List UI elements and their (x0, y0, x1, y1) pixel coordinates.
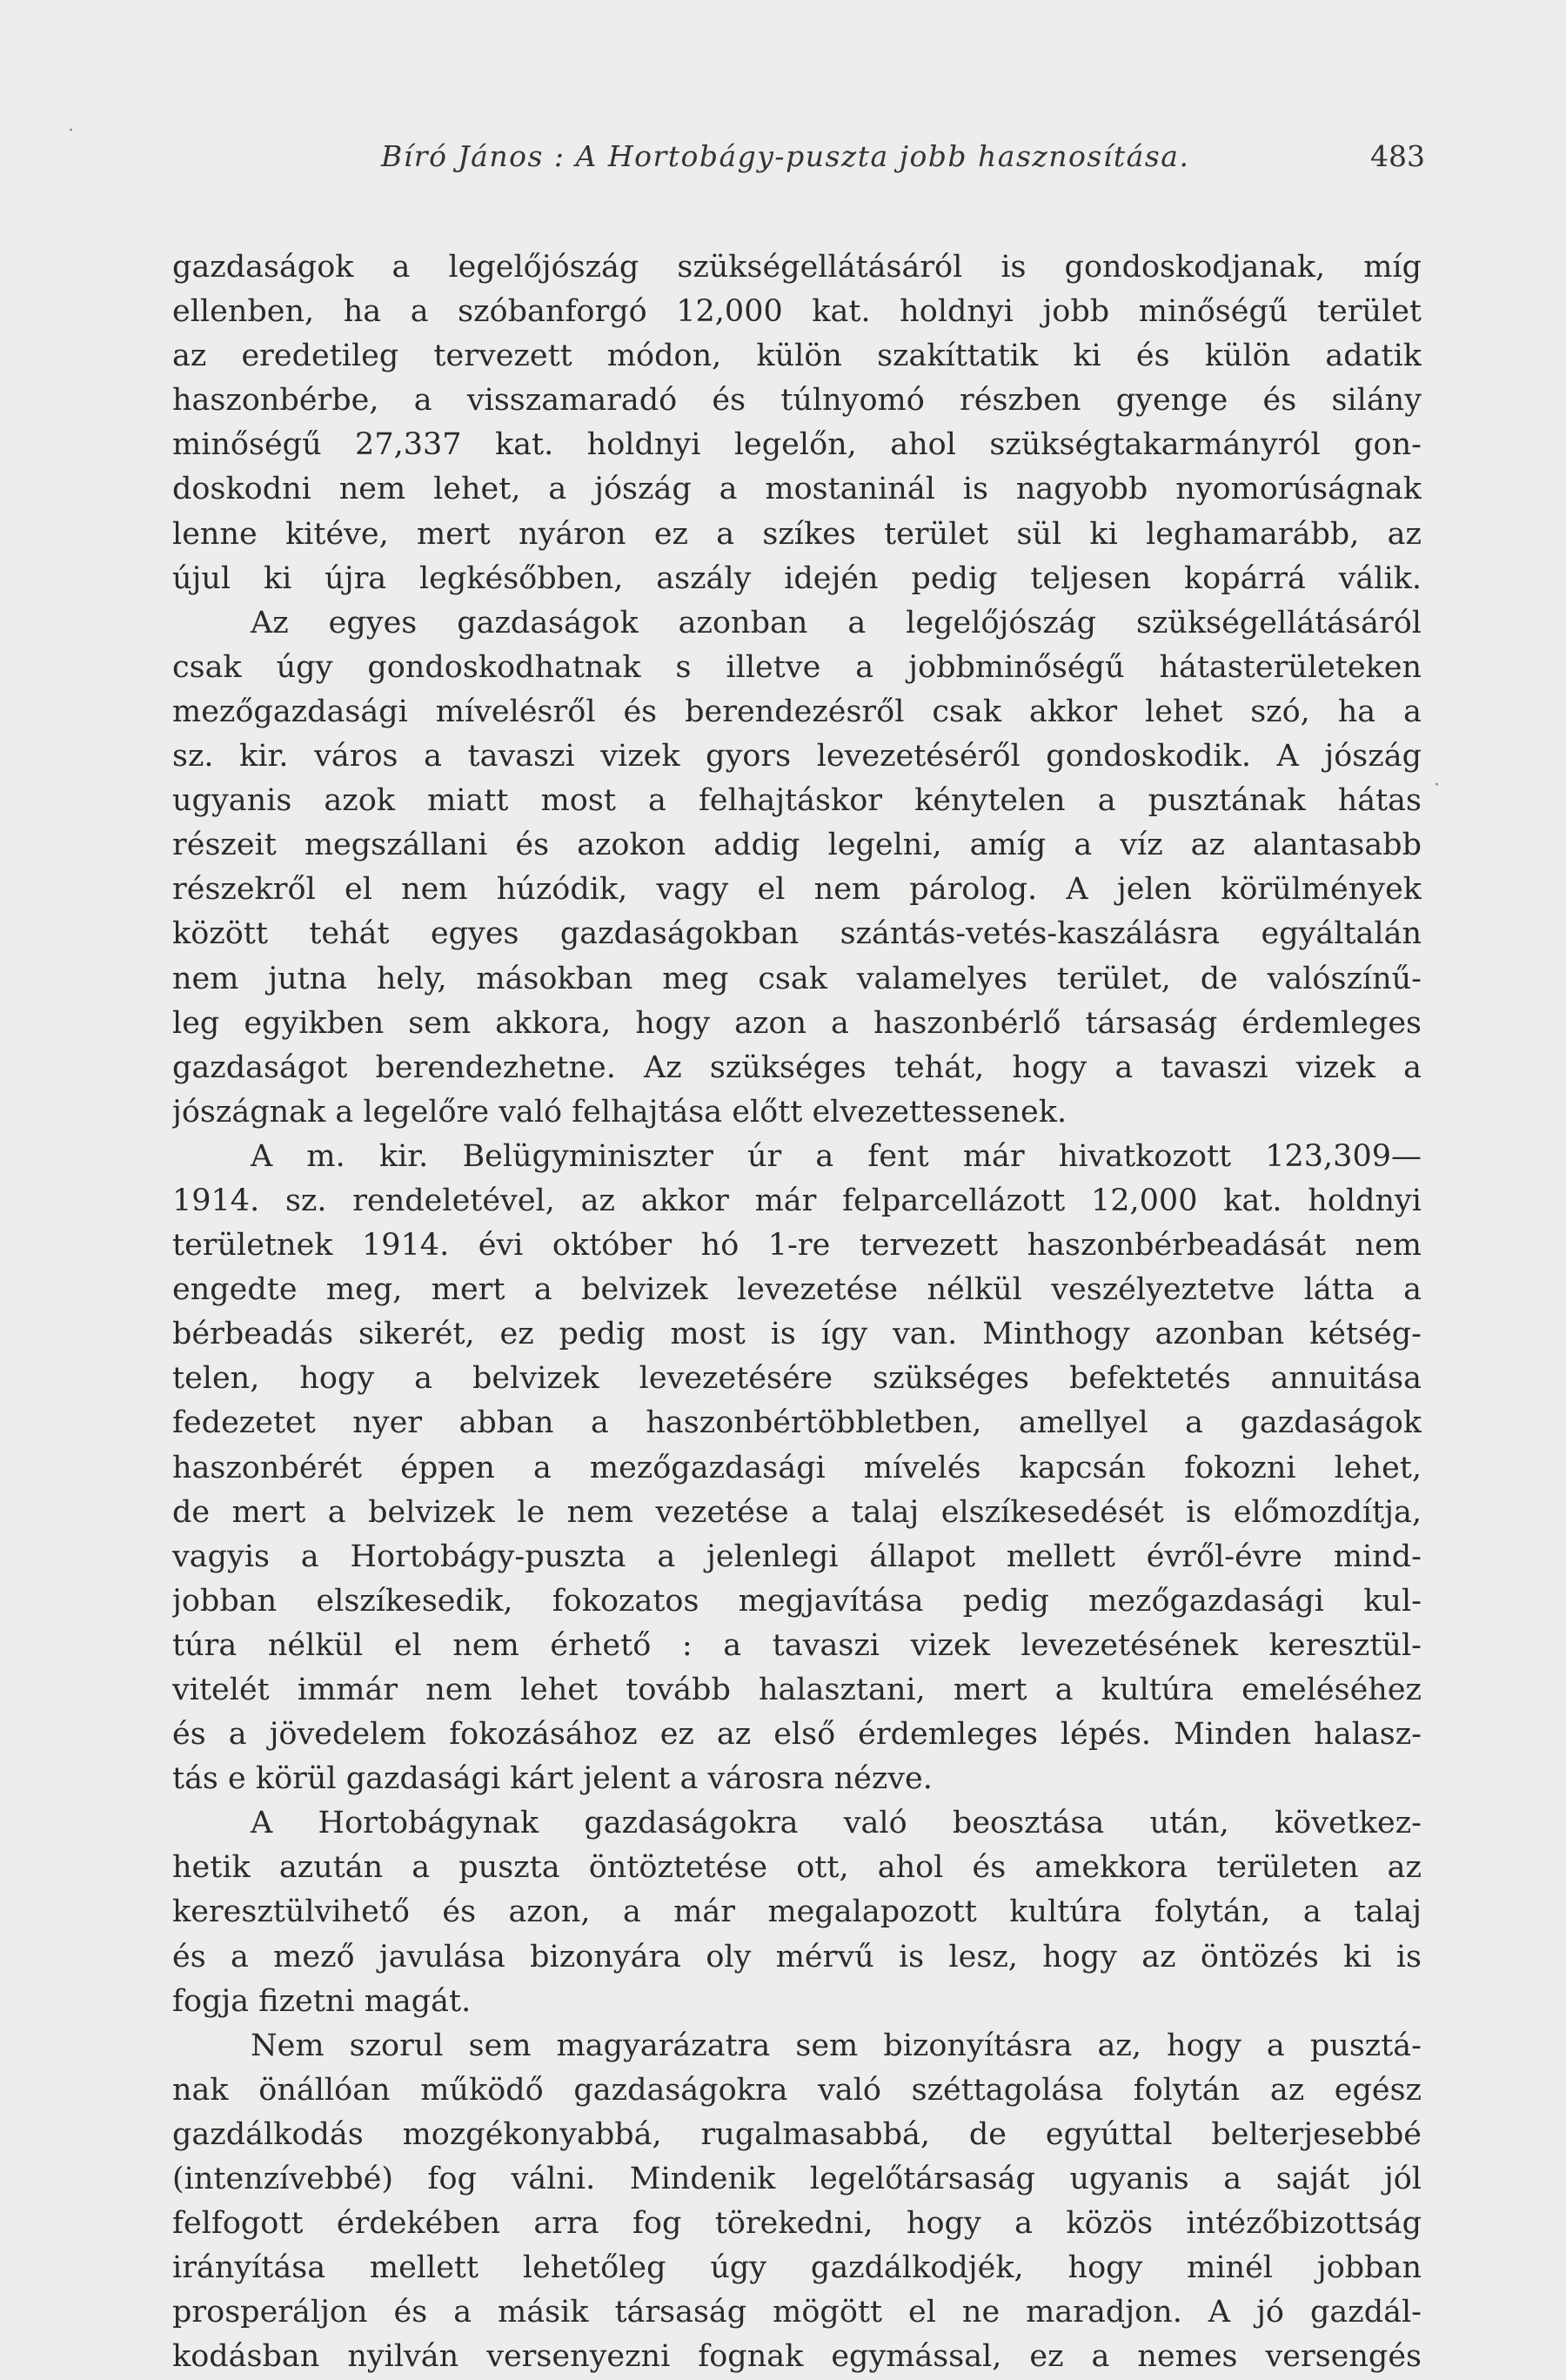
page-header (172, 132, 1425, 184)
text-line: részeit megszállani és azokon addig legelni, amíg a víz az alantasabb (172, 828, 1422, 863)
text-line: doskodni nem lehet, a jószág a mostaninál is nagyobb nyomorúságnak (172, 472, 1422, 507)
text-line: A Hortobágynak gazdaságokra való beosztása után, következ- (251, 1806, 1422, 1841)
text-line: ellenben, ha a szóbanforgó 12,000 kat. holdnyi jobb minőségű terület (172, 294, 1422, 330)
text-line: és a jövedelem fokozásához ez az első érdemleges lépés. Minden halasz- (172, 1717, 1422, 1753)
text-line: mezőgazdasági mívelésről és berendezésről csak akkor lehet szó, ha a (172, 694, 1422, 729)
text-line: fogja fizetni magát. (172, 1983, 472, 2019)
text-line: túra nélkül el nem érhető : a tavaszi vizek levezetésének keresztül- (172, 1627, 1422, 1663)
text-line: minőségű 27,337 kat. holdnyi legelőn, ahol szükségtakarmányról gon- (172, 427, 1422, 463)
text-line: jószágnak a legelőre való felhajtása előtt elvezettessenek. (172, 1094, 1067, 1130)
page-number: 483 (1370, 139, 1425, 173)
text-line: nem jutna hely, másokban meg csak valamelyes terület, de valószínű- (172, 961, 1422, 996)
text-line: (intenzívebbé) fog válni. Mindenik legelőtársaság ugyanis a saját jól (172, 2162, 1422, 2197)
text-line: irányítása mellett lehetőleg úgy gazdálkodjék, hogy minél jobban (172, 2250, 1422, 2286)
text-line: prosperáljon és a másik társaság mögött el ne maradjon. A jó gazdál- (172, 2295, 1422, 2330)
text-line: leg egyikben sem akkora, hogy azon a haszonbérlő társaság érdemleges (172, 1005, 1422, 1041)
text-line: csak úgy gondoskodhatnak s illetve a jobbminőségű hátasterületeken (172, 649, 1422, 685)
text-line: tás e körül gazdasági kárt jelent a városra nézve. (172, 1761, 933, 1797)
text-line: felfogott érdekében arra fog törekedni, hogy a közös intézőbizottság (172, 2206, 1422, 2242)
text-line: újul ki újra legkésőbben, aszály idején pedig teljesen kopárrá válik. (172, 560, 1422, 596)
text-line: hetik azután a puszta öntöztetése ott, ahol és amekkora területen az (172, 1850, 1422, 1886)
text-line: Az egyes gazdaságok azonban a legelőjószág szükségellátásáról (251, 605, 1422, 640)
text-line: jobban elszíkesedik, fokozatos megjavítása pedig mezőgazdasági kul- (172, 1583, 1422, 1619)
text-line: kodásban nyilván versenyezni fognak egymással, ez a nemes versengés (172, 2339, 1422, 2375)
text-line: gazdaságot berendezhetne. Az szükséges tehát, hogy a tavaszi vizek a (172, 1049, 1422, 1085)
body-text (172, 245, 1422, 2380)
text-line: részekről el nem húzódik, vagy el nem párolog. A jelen körülmények (172, 872, 1422, 908)
text-line: A m. kir. Belügyminiszter úr a fent már hivatkozott 123,309— (251, 1138, 1422, 1174)
text-line: keresztülvihető és azon, a már megalapozott kultúra folytán, a talaj (172, 1894, 1422, 1930)
text-line: és a mező javulása bizonyára oly mérvű is lesz, hogy az öntözés ki is (172, 1939, 1422, 1974)
text-line: haszonbérét éppen a mezőgazdasági mívelés kapcsán fokozni lehet, (172, 1450, 1422, 1485)
text-line: Nem szorul sem magyarázatra sem bizonyításra az, hogy a pusztá- (251, 2028, 1422, 2063)
text-line: haszonbérbe, a visszamaradó és túlnyomó részben gyenge és silány (172, 383, 1422, 419)
text-line: bérbeadás sikerét, ez pedig most is így van. Minthogy azonban kétség- (172, 1317, 1422, 1352)
text-line: 1914. sz. rendeletével, az akkor már felparcellázott 12,000 kat. holdnyi (172, 1183, 1422, 1218)
text-line: gazdálkodás mozgékonyabbá, rugalmasabbá, de egyúttal belterjesebbé (172, 2116, 1422, 2152)
text-line: területnek 1914. évi október hó 1-re tervezett haszonbérbeadását nem (172, 1228, 1422, 1264)
text-line: vitelét immár nem lehet tovább halasztani, mert a kultúra emeléséhez (172, 1673, 1422, 1707)
scan-speck-mark: · (68, 120, 74, 142)
text-line: engedte meg, mert a belvizek levezetése nélkül veszélyeztetve látta a (172, 1272, 1422, 1308)
text-line: fedezetet nyer abban a haszonbértöbbletben, amellyel a gazdaságok (172, 1405, 1422, 1441)
text-line: nak önállóan működő gazdaságokra való széttagolása folytán az egész (172, 2072, 1422, 2108)
text-line: gazdaságok a legelőjószág szükségellátásáról is gondoskodjanak, míg (172, 250, 1422, 285)
text-line: ugyanis azok miatt most a felhajtáskor kénytelen a pusztának hátas (172, 783, 1422, 819)
text-line: telen, hogy a belvizek levezetésére szükséges befektetés annuitása (172, 1361, 1422, 1397)
text-line: sz. kir. város a tavaszi vizek gyors levezetéséről gondoskodik. A jószág (172, 739, 1422, 774)
text-line: lenne kitéve, mert nyáron ez a szíkes terület sül ki leghamarább, az (172, 516, 1422, 552)
text-line: vagyis a Hortobágy-puszta a jelenlegi állapot mellett évről-évre mind- (172, 1539, 1422, 1574)
text-line: az eredetileg tervezett módon, külön szakíttatik ki és külön adatik (172, 339, 1422, 374)
text-line: között tehát egyes gazdaságokban szántás-vetés-kaszálásra egyáltalán (172, 916, 1422, 952)
scan-speck-mark: · (1434, 774, 1440, 796)
text-line: de mert a belvizek le nem vezetése a talaj elszíkesedését is előmozdítja, (172, 1494, 1422, 1530)
running-title: Bíró János : A Hortobágy-puszta jobb hasznosítása. (381, 139, 1190, 173)
